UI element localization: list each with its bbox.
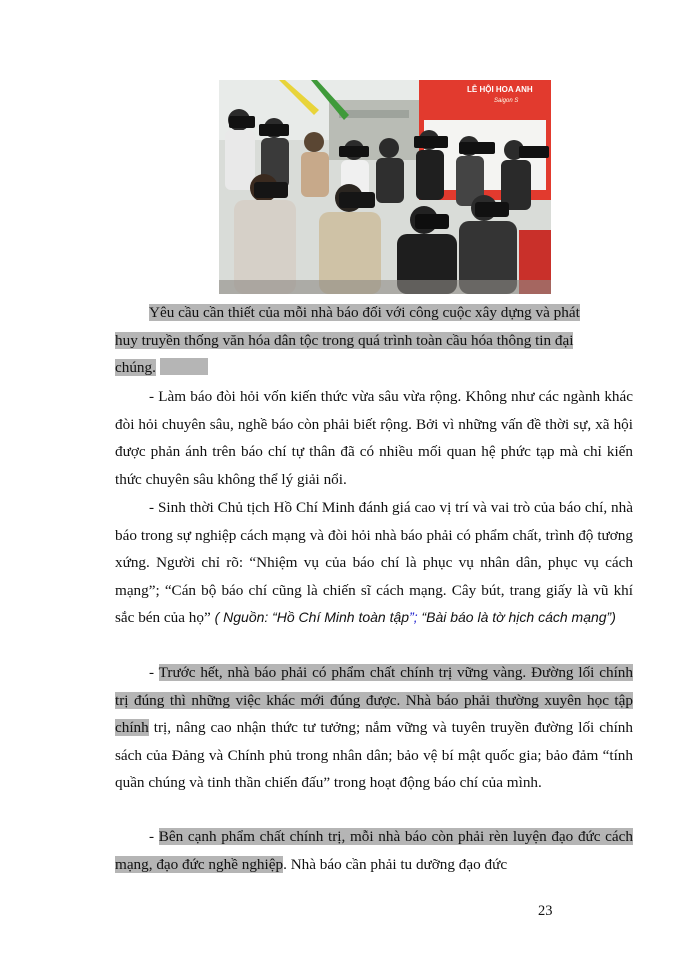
paragraph-2 <box>115 494 633 632</box>
section-heading-line2: huy truyền thống văn hóa dân tộc trong quá trình toàn cầu hóa thông tin đại <box>115 331 574 349</box>
banner-sub-text: Saigon S <box>494 98 519 104</box>
photographers-photo <box>219 80 551 294</box>
citation-separator: ”; <box>409 609 418 625</box>
section-heading-line1: Yêu cầu cần thiết của mỗi nhà báo đối với công cuộc xây dựng và phát <box>149 304 580 321</box>
paragraph-4-rest: . Nhà báo cần phải tu dưỡng đạo đức <box>283 855 508 873</box>
section-heading <box>115 299 633 382</box>
paragraph-4 <box>115 823 633 878</box>
highlight-padding <box>160 358 208 375</box>
paragraph-1-text: - Làm báo đòi hỏi vốn kiến thức vừa sâu vừa rộng. Không như các ngành khác đòi hỏi chuyên sâu, nghề báo còn phải biết rộng. Bởi vì những vấn đề thời sự, xã hội được phản ánh trên báo chí tự thân đã có nhiều mối quan hệ phức tạp mà chỉ kiến thức chuyên sâu không thể lý giải nổi. <box>115 388 633 488</box>
paragraph-4-dash: - <box>149 828 159 845</box>
paragraph-3-dash: - <box>149 664 159 681</box>
paragraph-3-highlighted: Trước hết, nhà báo phải có phẩm chất chính trị vững vàng. Đường lối chính trị đúng thì những việc khác mới đúng được. Nhà báo phải thường xuyên học tập chính <box>115 664 633 736</box>
citation-open: ( Nguồn: <box>210 609 269 625</box>
paragraph-1 <box>115 383 633 493</box>
paragraph-3 <box>115 659 633 797</box>
paragraph-3-rest: trị, nâng cao nhận thức tư tưởng; nắm vững và tuyên truyền đường lối chính sách của Đảng và Chính phủ trong nhân dân; bảo vệ bí mật quốc gia; bảo đảm “tính quần chúng và tinh thần chiến đấu” trong hoạt động báo chí của mình. <box>115 719 633 791</box>
banner-text: LỄ HỘI HOA ANH <box>467 85 533 94</box>
section-heading-line3: chúng. <box>115 359 156 376</box>
page-number: 23 <box>538 903 553 919</box>
paragraph-2-text: - Sinh thời Chủ tịch Hồ Chí Minh đánh giá cao vị trí và vai trò của báo chí, nhà báo trong sự nghiệp cách mạng và đòi hỏi nhà báo phải có phẩm chất, trình độ tương xứng. Người chỉ rõ: “Nhiệm vụ của báo chí là phục vụ nhân dân, phục vụ cách mạng”; “Cán bộ báo chí cũng là chiến sĩ cách mạng. Cây bút, trang giấy là vũ khí sắc bén của họ” <box>115 499 633 626</box>
citation-title-2: “Bài báo là tờ hịch cách mạng”) <box>421 609 616 625</box>
citation-title-1: “Hồ Chí Minh toàn tập <box>272 609 410 625</box>
paragraph-4-highlighted: Bên cạnh phẩm chất chính trị, mỗi nhà báo còn phải rèn luyện đạo đức cách mạng, đạo đức nghề nghiệp <box>115 828 633 873</box>
